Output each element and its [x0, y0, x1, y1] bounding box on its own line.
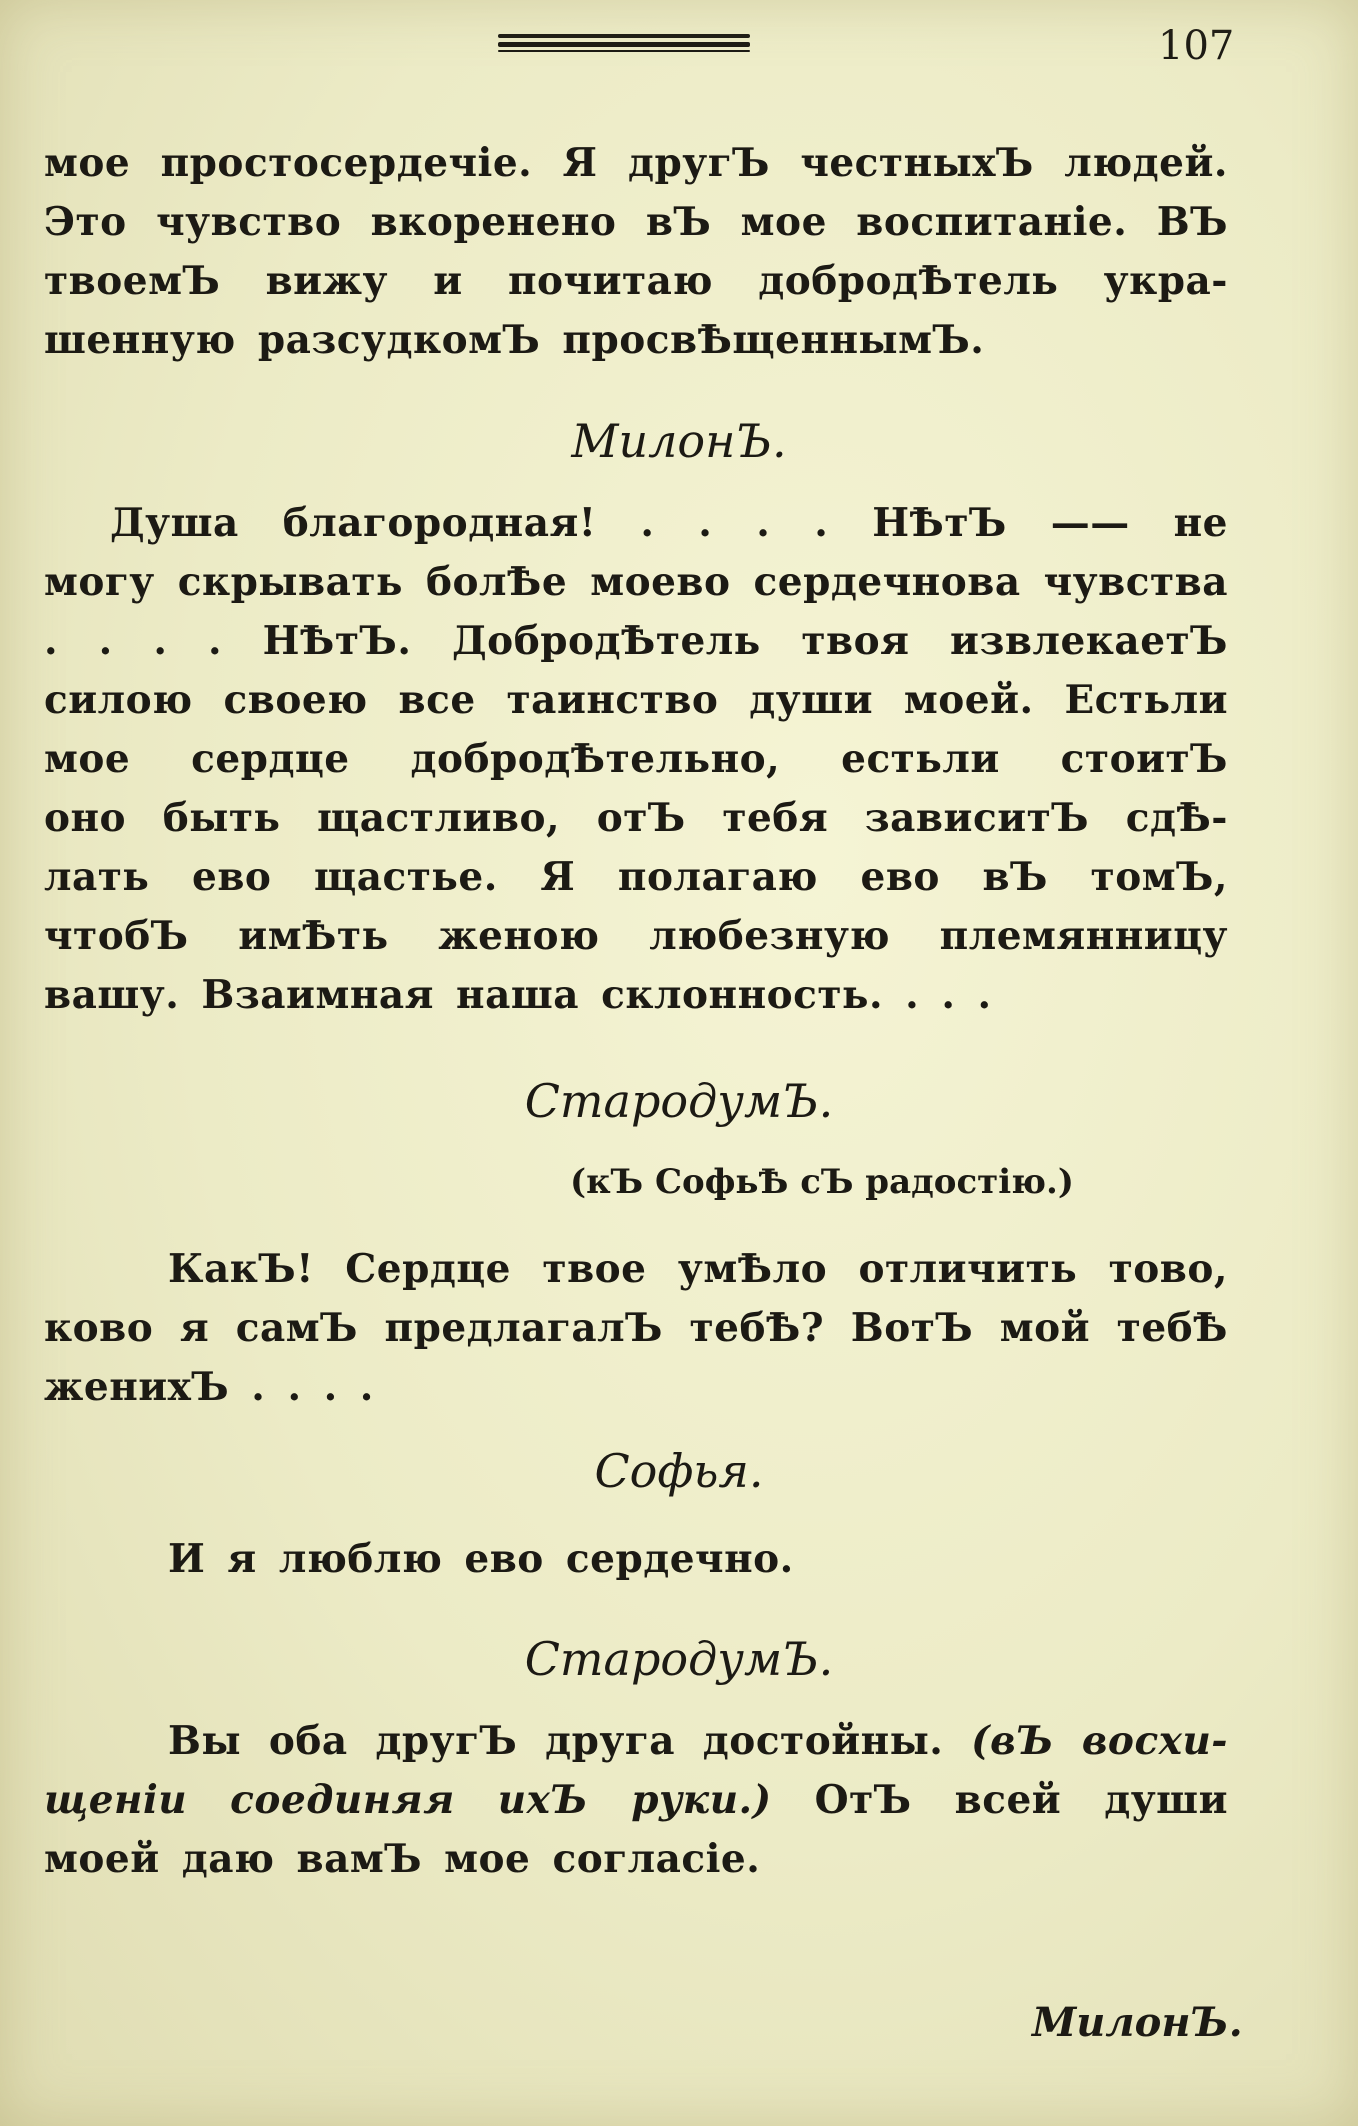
speech-milon [44, 494, 1228, 1025]
text-line: чтобЪ имѢть женою любезную племянницу [44, 913, 1228, 959]
text-line: силою своею все таинство души моей. Естьли [44, 677, 1228, 723]
speaker-heading-sofya: Софья. [594, 1444, 764, 1498]
speech-starodum [44, 1240, 1228, 1417]
stage-direction-inline: (вЪ восхи- [971, 1718, 1228, 1764]
text-line: . . . . НѢтЪ. ДобродѢтель твоя извлекаетЪ [44, 618, 1228, 664]
text-line: КакЪ! Сердце твое умѢло отличить тово, [168, 1246, 1228, 1292]
paragraph-continuation [44, 134, 1228, 370]
catchword: МилонЪ. [1032, 1999, 1243, 2046]
stage-direction: (кЪ СофьѢ сЪ радостію.) [570, 1162, 1074, 1202]
text-line: могу скрывать болѢе моево сердечнова чувства [44, 559, 1228, 605]
text-line: Вы оба другЪ друга достойны. (вЪ восхи- [168, 1718, 1228, 1764]
speech-sofya [44, 1530, 1228, 1589]
text-line: женихЪ . . . . [44, 1364, 374, 1410]
header-ornamental-rule [498, 34, 750, 52]
text-line: оно быть щастливо, отЪ тебя зависитЪ сдѢ- [44, 795, 1228, 841]
speaker-heading-starodum: СтародумЪ. [524, 1074, 834, 1128]
text-line: твоемЪ вижу и почитаю добродѢтель укра- [44, 258, 1228, 304]
stage-direction-inline: щеніи соединяя ихЪ руки.) [44, 1777, 772, 1823]
text-line: шенную разсудкомЪ просвѢщеннымЪ. [44, 317, 985, 363]
text-line: Это чувство вкоренено вЪ мое воспитаніе. ВЪ [44, 199, 1228, 245]
text-line: щеніи соединяя ихЪ руки.) ОтЪ всей души [44, 1777, 1229, 1823]
text-line: мое простосердечіе. Я другЪ честныхЪ людей. [44, 140, 1228, 186]
text-line: ково я самЪ предлагалЪ тебѢ? ВотЪ мой тебѢ [44, 1305, 1228, 1351]
speech-starodum-2 [44, 1712, 1228, 1889]
text-line: мое сердце добродѢтельно, естьли стоитЪ [44, 736, 1228, 782]
text-line: лать ево щастье. Я полагаю ево вЪ томЪ, [44, 854, 1228, 900]
text-line: Душа благородная! . . . . НѢтЪ —— не [110, 500, 1228, 546]
text-line: моей даю вамЪ мое согласіе. [44, 1836, 761, 1882]
speaker-heading-starodum-2: СтародумЪ. [524, 1632, 834, 1686]
page-number: 107 [1158, 23, 1235, 69]
text-line: вашу. Взаимная наша склонность. . . . [44, 972, 992, 1018]
text-line: И я люблю ево сердечно. [168, 1536, 794, 1582]
speaker-heading-milon: МилонЪ. [571, 414, 787, 468]
